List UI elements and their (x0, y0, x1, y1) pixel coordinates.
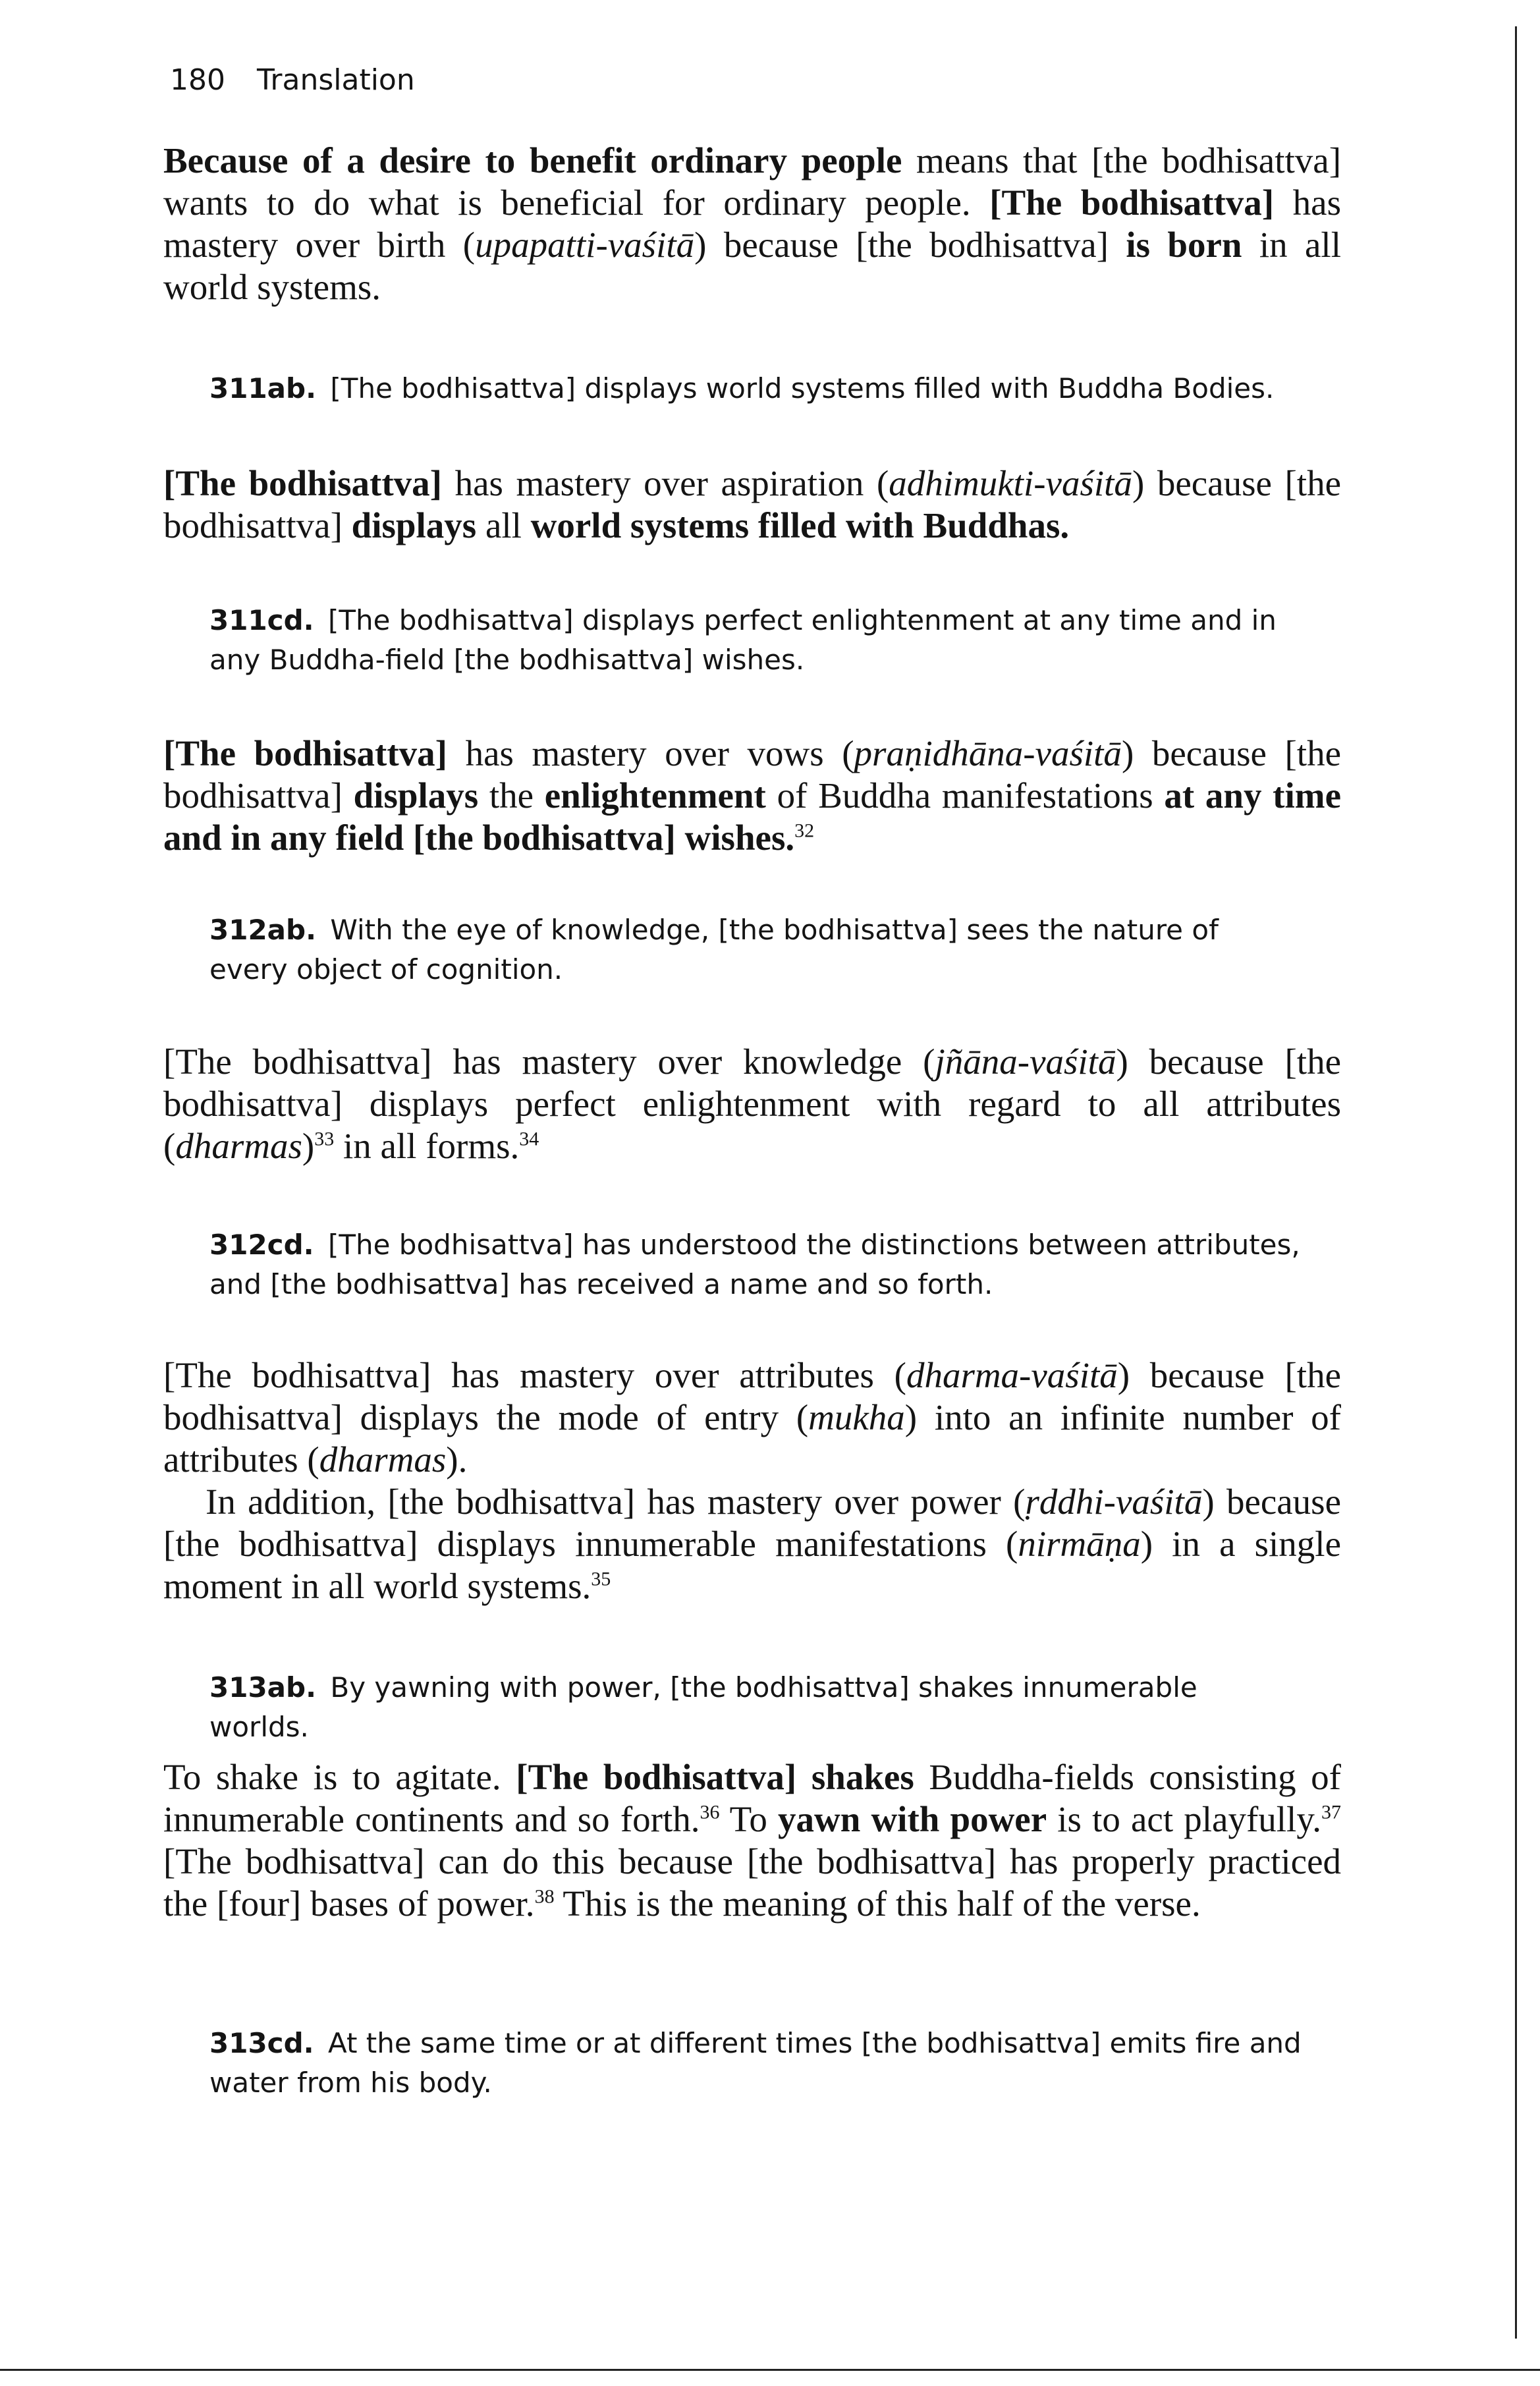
text-run: [The bodhisattva] has mastery over attributes ( (163, 1355, 906, 1395)
sanskrit-term: upapatti-vaśitā (475, 225, 695, 265)
sanskrit-term: jñāna-vaśitā (935, 1041, 1116, 1082)
text-run: In addition, [the bodhisattva] has mastery over power ( (206, 1482, 1026, 1522)
sanskrit-term: mukha (808, 1397, 905, 1437)
footnote-ref[interactable]: 35 (591, 1568, 611, 1590)
section-title: Translation (256, 63, 415, 97)
bold-phrase: [The bodhisattva] (163, 733, 447, 773)
verse-block (209, 2024, 1303, 2103)
bold-phrase: displays (353, 775, 479, 816)
footnote-ref[interactable]: 32 (794, 819, 815, 842)
prose-paragraph (163, 1354, 1341, 1607)
bold-phrase: [The bodhisattva] shakes (516, 1757, 914, 1797)
text-run: Buddha-fields consisting of innumerable continents and so forth. (163, 1757, 1341, 1839)
bold-phrase: enlightenment (544, 775, 766, 816)
bold-phrase: displays (351, 505, 477, 545)
running-header (170, 63, 415, 97)
scan-bottom-line (0, 2369, 1540, 2371)
verse-number: 312cd. (209, 1229, 314, 1261)
verse-text: At the same time or at different times [the bodhisattva] emits fire and water from his body. (209, 2027, 1302, 2099)
bold-phrase: yawn with power (778, 1799, 1047, 1839)
text-run: of Buddha manifestations (765, 775, 1165, 816)
prose-paragraph (163, 140, 1341, 308)
verse-text: [The bodhisattva] displays world systems filled with Buddha Bodies. (330, 372, 1275, 404)
text-run: all (476, 505, 531, 545)
scan-edge-line (1515, 26, 1517, 2339)
text-run: is to act playfully. (1047, 1799, 1321, 1839)
verse-text: [The bodhisattva] displays perfect enlightenment at any time and in any Buddha-field [the bodhisattva] wishes. (209, 604, 1277, 676)
text-run: means that [the bodhisattva] wants to do what is beneficial for ordinary people. (163, 140, 1342, 223)
verse-number: 313ab. (209, 1671, 317, 1704)
text-run: the (478, 775, 545, 816)
sanskrit-term: dharmas (319, 1439, 447, 1480)
verse-number: 312ab. (209, 914, 317, 946)
prose-paragraph (163, 1041, 1341, 1167)
sanskrit-term: ṛddhi-vaśitā (1025, 1482, 1203, 1522)
text-run: To (719, 1799, 779, 1839)
page-number: 180 (170, 63, 225, 97)
text-run: ) because [the bodhisattva] (163, 463, 1341, 545)
verse-text: With the eye of knowledge, [the bodhisattva] sees the nature of every object of cognition. (209, 914, 1219, 985)
footnote-ref[interactable]: 36 (700, 1801, 720, 1823)
prose-paragraph (163, 733, 1341, 859)
text-run: [The bodhisattva] has mastery over knowledge ( (163, 1041, 935, 1082)
verse-number: 313cd. (209, 2027, 314, 2059)
text-run: ). (446, 1439, 468, 1480)
footnote-ref[interactable]: 38 (534, 1885, 555, 1908)
text-run: has mastery over aspiration ( (441, 463, 889, 503)
verse-block (209, 1225, 1303, 1304)
verse-block (209, 601, 1303, 680)
verse-block (209, 910, 1303, 989)
text-run: ) because [the bodhisattva] displays innumerable manifestations ( (163, 1482, 1341, 1564)
verse-number: 311ab. (209, 372, 317, 404)
verse-block (209, 1668, 1303, 1747)
text-run: To shake is to agitate. (163, 1757, 516, 1797)
text-run: ) because [the bodhisattva] (163, 733, 1341, 816)
prose-paragraph (163, 462, 1341, 547)
bold-phrase: world systems filled with Buddhas. (530, 505, 1070, 545)
footnote-ref[interactable]: 33 (314, 1128, 335, 1150)
text-run: has mastery over birth ( (163, 182, 1341, 265)
verse-text: By yawning with power, [the bodhisattva] shakes innumerable worlds. (209, 1671, 1197, 1743)
verse-number: 311cd. (209, 604, 314, 636)
text-run: ) (302, 1126, 315, 1166)
sanskrit-term: praṇidhāna-vaśitā (854, 733, 1122, 773)
text-run: has mastery over vows ( (447, 733, 854, 773)
bold-phrase: [The bodhisattva] (163, 463, 442, 503)
text-run: ) because [the bodhisattva] displays perfect enlightenment with regard to all attributes ( (163, 1041, 1342, 1166)
bold-phrase: Because of a desire to benefit ordinary people (163, 140, 902, 180)
verse-text: [The bodhisattva] has understood the distinctions between attributes, and [the bodhisattva] has received a name and so forth. (209, 1229, 1300, 1300)
sanskrit-term: dharma-vaśitā (906, 1355, 1118, 1395)
footnote-ref[interactable]: 37 (1321, 1801, 1341, 1823)
sanskrit-term: nirmāṇa (1018, 1524, 1141, 1564)
text-run: This is the meaning of this half of the verse. (554, 1883, 1201, 1924)
text-run: ) because [the bodhisattva] displays the mode of entry ( (163, 1355, 1342, 1437)
prose-paragraph (163, 1756, 1341, 1925)
text-run: [The bodhisattva] can do this because [the bodhisattva] has properly practiced the [four] bases of power. (163, 1841, 1341, 1924)
text-run: ) in a single moment in all world systems. (163, 1524, 1341, 1606)
text-run: ) because [the bodhisattva] (694, 225, 1126, 265)
sanskrit-term: dharmas (175, 1126, 302, 1166)
sanskrit-term: adhimukti-vaśitā (889, 463, 1132, 503)
text-run: ) into an infinite number of attributes ( (163, 1397, 1341, 1480)
bold-phrase: at any time and in any field [the bodhisattva] wishes. (163, 775, 1341, 858)
bold-phrase: is born (1126, 225, 1242, 265)
text-run: in all world systems. (163, 225, 1341, 307)
text-run: in all forms. (334, 1126, 520, 1166)
verse-block (209, 369, 1303, 408)
bold-phrase: [The bodhisattva] (989, 182, 1275, 223)
footnote-ref[interactable]: 34 (519, 1128, 539, 1150)
